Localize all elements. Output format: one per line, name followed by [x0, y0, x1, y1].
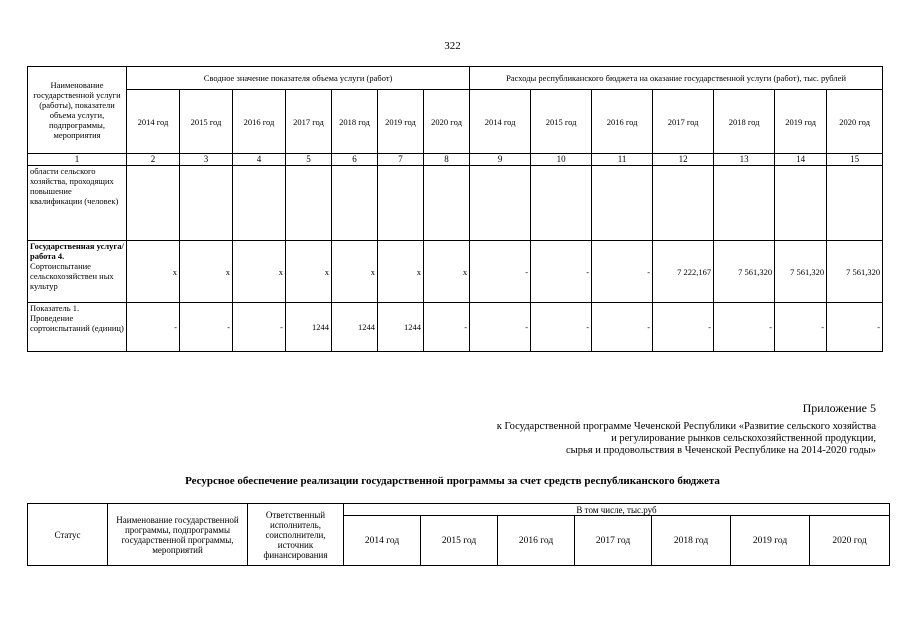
table-cell: -: [233, 303, 286, 352]
table-cell: -: [827, 303, 883, 352]
column-number: 11: [592, 154, 653, 166]
table-cell: -: [775, 303, 827, 352]
table-cell: [714, 166, 775, 241]
column-number: 4: [233, 154, 286, 166]
table-cell: [332, 166, 378, 241]
row-name-text: Сортоиспытание сельскохозяйствен ных культур: [30, 261, 114, 291]
column-number: 14: [775, 154, 827, 166]
program-name-header: Наименование государственной программы, подпрограммы государственной программы, мероприятий: [108, 504, 248, 566]
table-cell: [180, 166, 233, 241]
column-number: 3: [180, 154, 233, 166]
table-cell: 1244: [378, 303, 424, 352]
appendix-title: Приложение 5: [802, 401, 876, 415]
table-cell: -: [592, 241, 653, 303]
column-number: 5: [286, 154, 332, 166]
year-header: 2017 год: [286, 90, 332, 154]
table-cell: [470, 166, 531, 241]
table-cell: -: [470, 303, 531, 352]
table-cell: 7 561,320: [714, 241, 775, 303]
appendix-line: и регулирование рынков сельскохозяйственной продукции,: [611, 433, 876, 444]
row-name: [28, 241, 127, 303]
column-number: 13: [714, 154, 775, 166]
col-name-header: Наименование государственной услуги (работы), показатели объема услуги, подпрограммы, мероприятия: [28, 67, 127, 154]
section-heading: Ресурсное обеспечение реализации государственной программы за счет средств республиканского бюджета: [185, 475, 720, 487]
group-expenses-header: Расходы республиканского бюджета на оказание государственной услуги (работ), тыс. рублей: [470, 67, 883, 90]
table-cell: 1244: [286, 303, 332, 352]
row-name: области сельского хозяйства, проходящих повышение квалификации (человек): [28, 166, 127, 241]
year-header: 2014 год: [470, 90, 531, 154]
column-number: 12: [653, 154, 714, 166]
table-cell: -: [653, 303, 714, 352]
table-cell: 1244: [332, 303, 378, 352]
appendix-line: к Государственной программе Чеченской Республики «Развитие сельского хозяйства: [496, 421, 876, 432]
year-header: 2020 год: [810, 516, 890, 566]
row-name-bold: Государственная услуга/работа 4.: [30, 241, 124, 261]
table-row: [28, 241, 883, 303]
year-header: 2019 год: [775, 90, 827, 154]
year-header: 2015 год: [531, 90, 592, 154]
table-cell: [592, 166, 653, 241]
table-cell: х: [286, 241, 332, 303]
page-number: 322: [444, 40, 461, 52]
table-cell: [378, 166, 424, 241]
table-cell: х: [180, 241, 233, 303]
table-cell: [127, 166, 180, 241]
table-cell: -: [592, 303, 653, 352]
table-cell: х: [332, 241, 378, 303]
table-cell: -: [714, 303, 775, 352]
table-cell: -: [424, 303, 470, 352]
year-header: 2014 год: [127, 90, 180, 154]
table-cell: х: [127, 241, 180, 303]
column-number: 10: [531, 154, 592, 166]
table-cell: [827, 166, 883, 241]
table-row: [28, 166, 883, 241]
table-cell: [424, 166, 470, 241]
column-number: 8: [424, 154, 470, 166]
year-header: 2016 год: [592, 90, 653, 154]
year-header: 2018 год: [714, 90, 775, 154]
year-header: 2018 год: [332, 90, 378, 154]
year-header: 2015 год: [180, 90, 233, 154]
status-header: Статус: [28, 504, 108, 566]
resource-table: [27, 503, 890, 566]
year-header: 2019 год: [731, 516, 810, 566]
table-cell: 7 561,320: [775, 241, 827, 303]
funding-group-header: В том числе, тыс.руб: [344, 504, 890, 516]
row-name: Показатель 1. Проведение сортоиспытаний (единиц): [28, 303, 127, 352]
table-cell: [653, 166, 714, 241]
year-header: 2020 год: [424, 90, 470, 154]
table-cell: [531, 166, 592, 241]
table-cell: -: [531, 303, 592, 352]
column-number-row: [28, 154, 883, 166]
column-number: 1: [28, 154, 127, 166]
year-header: 2014 год: [344, 516, 421, 566]
table-cell: х: [233, 241, 286, 303]
year-header: 2016 год: [498, 516, 575, 566]
column-number: 15: [827, 154, 883, 166]
table-cell: [233, 166, 286, 241]
table-cell: -: [180, 303, 233, 352]
table-cell: -: [531, 241, 592, 303]
indicator-table: [27, 66, 883, 352]
table-cell: х: [424, 241, 470, 303]
year-header: 2016 год: [233, 90, 286, 154]
column-number: 6: [332, 154, 378, 166]
year-header: 2015 год: [421, 516, 498, 566]
appendix-subtitle: [497, 421, 876, 457]
group-volume-header: Сводное значение показателя объема услуги (работ): [127, 67, 470, 90]
column-number: 7: [378, 154, 424, 166]
year-header: 2017 год: [653, 90, 714, 154]
table-cell: -: [127, 303, 180, 352]
year-header: 2020 год: [827, 90, 883, 154]
table-cell: -: [470, 241, 531, 303]
table-cell: 7 222,167: [653, 241, 714, 303]
table-cell: [775, 166, 827, 241]
table-cell: х: [378, 241, 424, 303]
year-header: 2018 год: [652, 516, 731, 566]
responsible-header: Ответственный исполнитель, соисполнители, источник финансирования: [248, 504, 344, 566]
column-number: 2: [127, 154, 180, 166]
table-cell: 7 561,320: [827, 241, 883, 303]
appendix-line: сырья и продовольствия в Чеченской Республике на 2014-2020 годы»: [565, 445, 876, 456]
table-cell: [286, 166, 332, 241]
column-number: 9: [470, 154, 531, 166]
year-header: 2017 год: [575, 516, 652, 566]
table-row: [28, 303, 883, 352]
year-header: 2019 год: [378, 90, 424, 154]
